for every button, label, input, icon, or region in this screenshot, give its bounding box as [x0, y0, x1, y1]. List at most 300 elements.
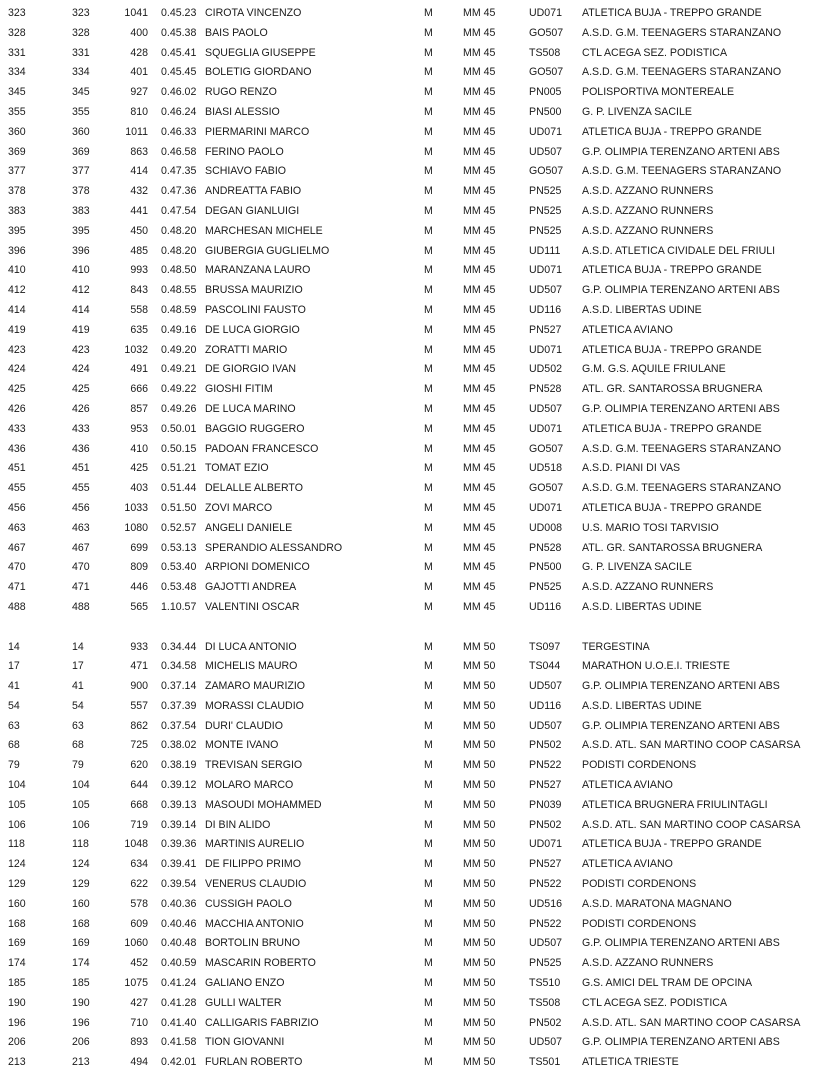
finish-time-cell: 0.42.01: [161, 1056, 197, 1069]
club-code-cell: PN527: [529, 779, 562, 792]
bib-number-cell: 893: [130, 1036, 148, 1049]
club-name-cell: ATLETICA TRIESTE: [582, 1056, 679, 1069]
club-code-cell: TS097: [529, 640, 561, 653]
category-cell: MM 45: [463, 561, 496, 574]
club-code-cell: PN502: [529, 818, 562, 831]
bib-number-cell: 1075: [124, 977, 148, 990]
club-name-cell: A.S.D. AZZANO RUNNERS: [582, 581, 714, 594]
club-name-cell: G.P. OLIMPIA TERENZANO ARTENI ABS: [582, 402, 780, 415]
table-row: [0, 934, 820, 954]
club-name-cell: A.S.D. G.M. TEENAGERS STARANZANO: [582, 165, 782, 178]
bib-number-cell: 725: [130, 739, 148, 752]
table-row: [0, 261, 820, 281]
sex-cell: M: [424, 422, 433, 435]
overall-position-cell: 54: [8, 699, 20, 712]
category-cell: MM 45: [463, 363, 496, 376]
finish-time-cell: 0.40.48: [161, 937, 197, 950]
category-cell: MM 45: [463, 501, 496, 514]
bib-number-cell: 953: [130, 422, 148, 435]
club-code-cell: PN502: [529, 1016, 562, 1029]
sex-cell: M: [424, 482, 433, 495]
sex-cell: M: [424, 462, 433, 475]
bib-number-cell: 450: [130, 224, 148, 237]
club-code-cell: PN525: [529, 224, 562, 237]
athlete-name-cell: MONTE IVANO: [205, 739, 279, 752]
category-cell: MM 45: [463, 462, 496, 475]
club-code-cell: UD116: [529, 600, 562, 613]
bib-number-cell: 565: [130, 600, 148, 613]
category-cell: MM 50: [463, 719, 496, 732]
category-cell: MM 45: [463, 541, 496, 554]
overall-position-cell: 463: [8, 521, 26, 534]
bib-number-cell: 857: [130, 402, 148, 415]
club-code-cell: UD507: [529, 284, 562, 297]
category-position-cell: 185: [72, 977, 90, 990]
table-row: [0, 202, 820, 222]
finish-time-cell: 1.10.57: [161, 600, 197, 613]
finish-time-cell: 0.47.54: [161, 204, 197, 217]
club-name-cell: A.S.D. AZZANO RUNNERS: [582, 957, 714, 970]
sex-cell: M: [424, 779, 433, 792]
category-cell: MM 45: [463, 323, 496, 336]
category-cell: MM 50: [463, 660, 496, 673]
club-name-cell: G.P. OLIMPIA TERENZANO ARTENI ABS: [582, 1036, 780, 1049]
sex-cell: M: [424, 1036, 433, 1049]
overall-position-cell: 104: [8, 779, 26, 792]
sex-cell: M: [424, 244, 433, 257]
category-position-cell: 160: [72, 897, 90, 910]
table-row: [0, 301, 820, 321]
bib-number-cell: 452: [130, 957, 148, 970]
category-position-cell: 395: [72, 224, 90, 237]
table-row: [0, 736, 820, 756]
finish-time-cell: 0.53.48: [161, 581, 197, 594]
finish-time-cell: 0.48.50: [161, 264, 197, 277]
overall-position-cell: 206: [8, 1036, 26, 1049]
overall-position-cell: 334: [8, 66, 26, 79]
overall-position-cell: 451: [8, 462, 26, 475]
bib-number-cell: 446: [130, 581, 148, 594]
category-cell: MM 50: [463, 897, 496, 910]
table-row: [0, 479, 820, 499]
athlete-name-cell: BAIS PAOLO: [205, 26, 268, 39]
finish-time-cell: 0.38.19: [161, 759, 197, 772]
club-code-cell: UD071: [529, 838, 562, 851]
category-cell: MM 45: [463, 66, 496, 79]
category-cell: MM 45: [463, 204, 496, 217]
club-code-cell: UD116: [529, 303, 562, 316]
club-code-cell: PN527: [529, 323, 562, 336]
category-position-cell: 433: [72, 422, 90, 435]
sex-cell: M: [424, 996, 433, 1009]
bib-number-cell: 1032: [124, 343, 148, 356]
club-name-cell: CTL ACEGA SEZ. PODISTICA: [582, 996, 728, 1009]
overall-position-cell: 106: [8, 818, 26, 831]
category-position-cell: 355: [72, 105, 90, 118]
club-name-cell: ATLETICA AVIANO: [582, 323, 673, 336]
club-code-cell: TS508: [529, 46, 561, 59]
club-code-cell: UD507: [529, 719, 562, 732]
overall-position-cell: 383: [8, 204, 26, 217]
club-code-cell: UD507: [529, 402, 562, 415]
athlete-name-cell: PADOAN FRANCESCO: [205, 442, 319, 455]
athlete-name-cell: MICHELIS MAURO: [205, 660, 298, 673]
overall-position-cell: 412: [8, 284, 26, 297]
club-code-cell: PN522: [529, 759, 562, 772]
club-code-cell: UD116: [529, 699, 562, 712]
club-name-cell: ATLETICA BUJA - TREPPO GRANDE: [582, 7, 762, 19]
bib-number-cell: 425: [130, 462, 148, 475]
athlete-name-cell: MARTINIS AURELIO: [205, 838, 305, 851]
club-name-cell: G.P. OLIMPIA TERENZANO ARTENI ABS: [582, 145, 780, 158]
overall-position-cell: 456: [8, 501, 26, 514]
table-row: [0, 341, 820, 361]
sex-cell: M: [424, 977, 433, 990]
club-name-cell: PODISTI CORDENONS: [582, 759, 697, 772]
sex-cell: M: [424, 224, 433, 237]
sex-cell: M: [424, 858, 433, 871]
sex-cell: M: [424, 957, 433, 970]
bib-number-cell: 809: [130, 561, 148, 574]
bib-number-cell: 1080: [124, 521, 148, 534]
table-row: [0, 954, 820, 974]
bib-number-cell: 558: [130, 303, 148, 316]
category-cell: MM 45: [463, 26, 496, 39]
bib-number-cell: 668: [130, 798, 148, 811]
bib-number-cell: 620: [130, 759, 148, 772]
finish-time-cell: 0.46.33: [161, 125, 197, 138]
club-name-cell: U.S. MARIO TOSI TARVISIO: [582, 521, 719, 534]
club-code-cell: GO507: [529, 482, 564, 495]
club-code-cell: UD071: [529, 264, 562, 277]
sex-cell: M: [424, 600, 433, 613]
athlete-name-cell: MASCARIN ROBERTO: [205, 957, 316, 970]
category-position-cell: 41: [72, 680, 84, 693]
category-cell: MM 50: [463, 1036, 496, 1049]
overall-position-cell: 129: [8, 878, 26, 891]
club-name-cell: CTL ACEGA SEZ. PODISTICA: [582, 46, 728, 59]
overall-position-cell: 63: [8, 719, 20, 732]
sex-cell: M: [424, 917, 433, 930]
sex-cell: M: [424, 66, 433, 79]
athlete-name-cell: GALIANO ENZO: [205, 977, 285, 990]
bib-number-cell: 719: [130, 818, 148, 831]
category-position-cell: 206: [72, 1036, 90, 1049]
club-code-cell: UD507: [529, 680, 562, 693]
finish-time-cell: 0.45.41: [161, 46, 197, 59]
category-position-cell: 424: [72, 363, 90, 376]
club-name-cell: A.S.D. LIBERTAS UDINE: [582, 699, 702, 712]
category-position-cell: 129: [72, 878, 90, 891]
overall-position-cell: 185: [8, 977, 26, 990]
bib-number-cell: 432: [130, 185, 148, 198]
sex-cell: M: [424, 204, 433, 217]
finish-time-cell: 0.51.44: [161, 482, 197, 495]
finish-time-cell: 0.41.24: [161, 977, 197, 990]
athlete-name-cell: GULLI WALTER: [205, 996, 282, 1009]
club-name-cell: G.M. G.S. AQUILE FRIULANE: [582, 363, 726, 376]
bib-number-cell: 1011: [125, 125, 148, 138]
club-name-cell: ATLETICA AVIANO: [582, 858, 673, 871]
finish-time-cell: 0.50.01: [161, 422, 197, 435]
category-position-cell: 331: [72, 46, 90, 59]
bib-number-cell: 666: [130, 383, 148, 396]
sex-cell: M: [424, 402, 433, 415]
overall-position-cell: 455: [8, 482, 26, 495]
bib-number-cell: 1041: [124, 7, 148, 19]
overall-position-cell: 160: [8, 897, 26, 910]
category-cell: MM 45: [463, 343, 496, 356]
overall-position-cell: 433: [8, 422, 26, 435]
bib-number-cell: 1033: [124, 501, 148, 514]
athlete-name-cell: BRUSSA MAURIZIO: [205, 284, 303, 297]
overall-position-cell: 467: [8, 541, 26, 554]
category-cell: MM 45: [463, 145, 496, 158]
club-name-cell: MARATHON U.O.E.I. TRIESTE: [582, 660, 730, 673]
table-row: [0, 776, 820, 796]
athlete-name-cell: BORTOLIN BRUNO: [205, 937, 300, 950]
club-code-cell: PN525: [529, 185, 562, 198]
finish-time-cell: 0.34.44: [161, 640, 197, 653]
table-row: [0, 44, 820, 64]
overall-position-cell: 168: [8, 917, 26, 930]
club-name-cell: A.S.D. AZZANO RUNNERS: [582, 185, 714, 198]
club-name-cell: G.P. OLIMPIA TERENZANO ARTENI ABS: [582, 937, 780, 950]
category-cell: MM 45: [463, 600, 496, 613]
table-row: [0, 796, 820, 816]
category-position-cell: 414: [72, 303, 90, 316]
category-position-cell: 168: [72, 917, 90, 930]
athlete-name-cell: ANDREATTA FABIO: [205, 185, 302, 198]
bib-number-cell: 863: [130, 145, 148, 158]
club-code-cell: PN528: [529, 541, 562, 554]
category-cell: MM 45: [463, 383, 496, 396]
category-cell: MM 50: [463, 937, 496, 950]
bib-number-cell: 557: [130, 699, 148, 712]
club-code-cell: UD507: [529, 1036, 562, 1049]
club-code-cell: UD071: [529, 7, 562, 19]
club-code-cell: PN500: [529, 561, 562, 574]
club-name-cell: ATLETICA BUJA - TREPPO GRANDE: [582, 264, 762, 277]
category-position-cell: 396: [72, 244, 90, 257]
table-row: [0, 459, 820, 479]
category-position-cell: 174: [72, 957, 90, 970]
sex-cell: M: [424, 838, 433, 851]
club-name-cell: A.S.D. LIBERTAS UDINE: [582, 303, 702, 316]
finish-time-cell: 0.39.14: [161, 818, 197, 831]
club-code-cell: PN502: [529, 739, 562, 752]
table-row: [0, 875, 820, 895]
overall-position-cell: 470: [8, 561, 26, 574]
athlete-name-cell: DELALLE ALBERTO: [205, 482, 303, 495]
category-cell: MM 50: [463, 878, 496, 891]
bib-number-cell: 403: [130, 482, 148, 495]
club-name-cell: A.S.D. ATLETICA CIVIDALE DEL FRIULI: [582, 244, 776, 257]
finish-time-cell: 0.41.58: [161, 1036, 197, 1049]
category-cell: MM 50: [463, 818, 496, 831]
overall-position-cell: 377: [8, 165, 26, 178]
overall-position-cell: 328: [8, 26, 26, 39]
athlete-name-cell: DE LUCA GIORGIO: [205, 323, 300, 336]
category-position-cell: 455: [72, 482, 90, 495]
table-row: [0, 539, 820, 559]
athlete-name-cell: VALENTINI OSCAR: [205, 600, 300, 613]
category-cell: MM 50: [463, 858, 496, 871]
athlete-name-cell: BOLETIG GIORDANO: [205, 66, 312, 79]
bib-number-cell: 428: [130, 46, 148, 59]
finish-time-cell: 0.39.13: [161, 798, 197, 811]
club-name-cell: A.S.D. ATL. SAN MARTINO COOP CASARSA: [582, 739, 801, 752]
club-name-cell: ATLETICA BUJA - TREPPO GRANDE: [582, 838, 762, 851]
finish-time-cell: 0.48.59: [161, 303, 197, 316]
club-name-cell: A.S.D. G.M. TEENAGERS STARANZANO: [582, 482, 782, 495]
club-name-cell: A.S.D. G.M. TEENAGERS STARANZANO: [582, 442, 782, 455]
sex-cell: M: [424, 264, 433, 277]
category-cell: MM 45: [463, 581, 496, 594]
overall-position-cell: 426: [8, 402, 26, 415]
category-position-cell: 471: [72, 581, 90, 594]
category-cell: MM 50: [463, 680, 496, 693]
overall-position-cell: 360: [8, 125, 26, 138]
sex-cell: M: [424, 719, 433, 732]
category-position-cell: 169: [72, 937, 90, 950]
athlete-name-cell: DE LUCA MARINO: [205, 402, 296, 415]
club-code-cell: UD502: [529, 363, 562, 376]
table-row: [0, 598, 820, 618]
bib-number-cell: 993: [130, 264, 148, 277]
table-row: [0, 816, 820, 836]
category-cell: MM 45: [463, 125, 496, 138]
club-name-cell: ATLETICA BUJA - TREPPO GRANDE: [582, 422, 762, 435]
category-position-cell: 470: [72, 561, 90, 574]
bib-number-cell: 609: [130, 917, 148, 930]
category-position-cell: 412: [72, 284, 90, 297]
club-code-cell: UD111: [529, 244, 561, 257]
club-code-cell: PN525: [529, 957, 562, 970]
club-code-cell: PN528: [529, 383, 562, 396]
category-cell: MM 50: [463, 838, 496, 851]
sex-cell: M: [424, 323, 433, 336]
table-row: [0, 321, 820, 341]
sex-cell: M: [424, 561, 433, 574]
category-position-cell: 410: [72, 264, 90, 277]
club-name-cell: PODISTI CORDENONS: [582, 878, 697, 891]
club-code-cell: TS044: [529, 660, 561, 673]
category-position-cell: 104: [72, 779, 90, 792]
sex-cell: M: [424, 383, 433, 396]
finish-time-cell: 0.50.15: [161, 442, 197, 455]
bib-number-cell: 401: [130, 66, 148, 79]
table-row: [0, 123, 820, 143]
athlete-name-cell: GIUBERGIA GUGLIELMO: [205, 244, 330, 257]
athlete-name-cell: TREVISAN SERGIO: [205, 759, 303, 772]
category-cell: MM 50: [463, 957, 496, 970]
table-row: [0, 24, 820, 44]
category-position-cell: 383: [72, 204, 90, 217]
category-position-cell: 213: [72, 1056, 90, 1069]
club-name-cell: ATLETICA AVIANO: [582, 779, 673, 792]
club-name-cell: POLISPORTIVA MONTEREALE: [582, 86, 735, 99]
table-row: [0, 162, 820, 182]
overall-position-cell: 124: [8, 858, 26, 871]
overall-position-cell: 419: [8, 323, 26, 336]
athlete-name-cell: SQUEGLIA GIUSEPPE: [205, 46, 316, 59]
finish-time-cell: 0.51.50: [161, 501, 197, 514]
overall-position-cell: 105: [8, 798, 26, 811]
athlete-name-cell: DEGAN GIANLUIGI: [205, 204, 300, 217]
category-position-cell: 345: [72, 86, 90, 99]
category-position-cell: 360: [72, 125, 90, 138]
club-name-cell: ATL. GR. SANTAROSSA BRUGNERA: [582, 541, 763, 554]
finish-time-cell: 0.49.26: [161, 402, 197, 415]
bib-number-cell: 485: [130, 244, 148, 257]
category-position-cell: 54: [72, 699, 84, 712]
table-row: [0, 677, 820, 697]
table-row: [0, 360, 820, 380]
finish-time-cell: 0.53.13: [161, 541, 197, 554]
sex-cell: M: [424, 1056, 433, 1069]
category-position-cell: 369: [72, 145, 90, 158]
club-code-cell: GO507: [529, 26, 564, 39]
club-code-cell: UD507: [529, 145, 562, 158]
bib-number-cell: 699: [130, 541, 148, 554]
sex-cell: M: [424, 86, 433, 99]
table-row: [0, 281, 820, 301]
athlete-name-cell: MORASSI CLAUDIO: [205, 699, 304, 712]
athlete-name-cell: GIOSHI FITIM: [205, 383, 273, 396]
sex-cell: M: [424, 739, 433, 752]
club-name-cell: A.S.D. G.M. TEENAGERS STARANZANO: [582, 66, 782, 79]
table-row: [0, 182, 820, 202]
finish-time-cell: 0.46.02: [161, 86, 197, 99]
overall-position-cell: 369: [8, 145, 26, 158]
club-name-cell: G. P. LIVENZA SACILE: [582, 561, 692, 574]
finish-time-cell: 0.39.54: [161, 878, 197, 891]
category-position-cell: 196: [72, 1016, 90, 1029]
overall-position-cell: 488: [8, 600, 26, 613]
table-row: [0, 895, 820, 915]
sex-cell: M: [424, 640, 433, 653]
sex-cell: M: [424, 878, 433, 891]
table-row: [0, 717, 820, 737]
overall-position-cell: 395: [8, 224, 26, 237]
category-cell: MM 45: [463, 482, 496, 495]
club-name-cell: G.S. AMICI DEL TRAM DE OPCINA: [582, 977, 753, 990]
club-code-cell: TS508: [529, 996, 561, 1009]
bib-number-cell: 862: [130, 719, 148, 732]
table-row: [0, 143, 820, 163]
sex-cell: M: [424, 660, 433, 673]
results-group: [0, 638, 820, 1074]
club-name-cell: G.P. OLIMPIA TERENZANO ARTENI ABS: [582, 284, 780, 297]
category-position-cell: 377: [72, 165, 90, 178]
sex-cell: M: [424, 46, 433, 59]
category-position-cell: 106: [72, 818, 90, 831]
category-cell: MM 45: [463, 86, 496, 99]
category-cell: MM 45: [463, 442, 496, 455]
category-cell: MM 45: [463, 402, 496, 415]
club-code-cell: PN005: [529, 86, 562, 99]
category-cell: MM 50: [463, 1056, 496, 1069]
table-row: [0, 400, 820, 420]
sex-cell: M: [424, 541, 433, 554]
overall-position-cell: 174: [8, 957, 26, 970]
overall-position-cell: 79: [8, 759, 20, 772]
athlete-name-cell: PIERMARINI MARCO: [205, 125, 310, 138]
sex-cell: M: [424, 343, 433, 356]
category-position-cell: 190: [72, 996, 90, 1009]
overall-position-cell: 213: [8, 1056, 26, 1069]
